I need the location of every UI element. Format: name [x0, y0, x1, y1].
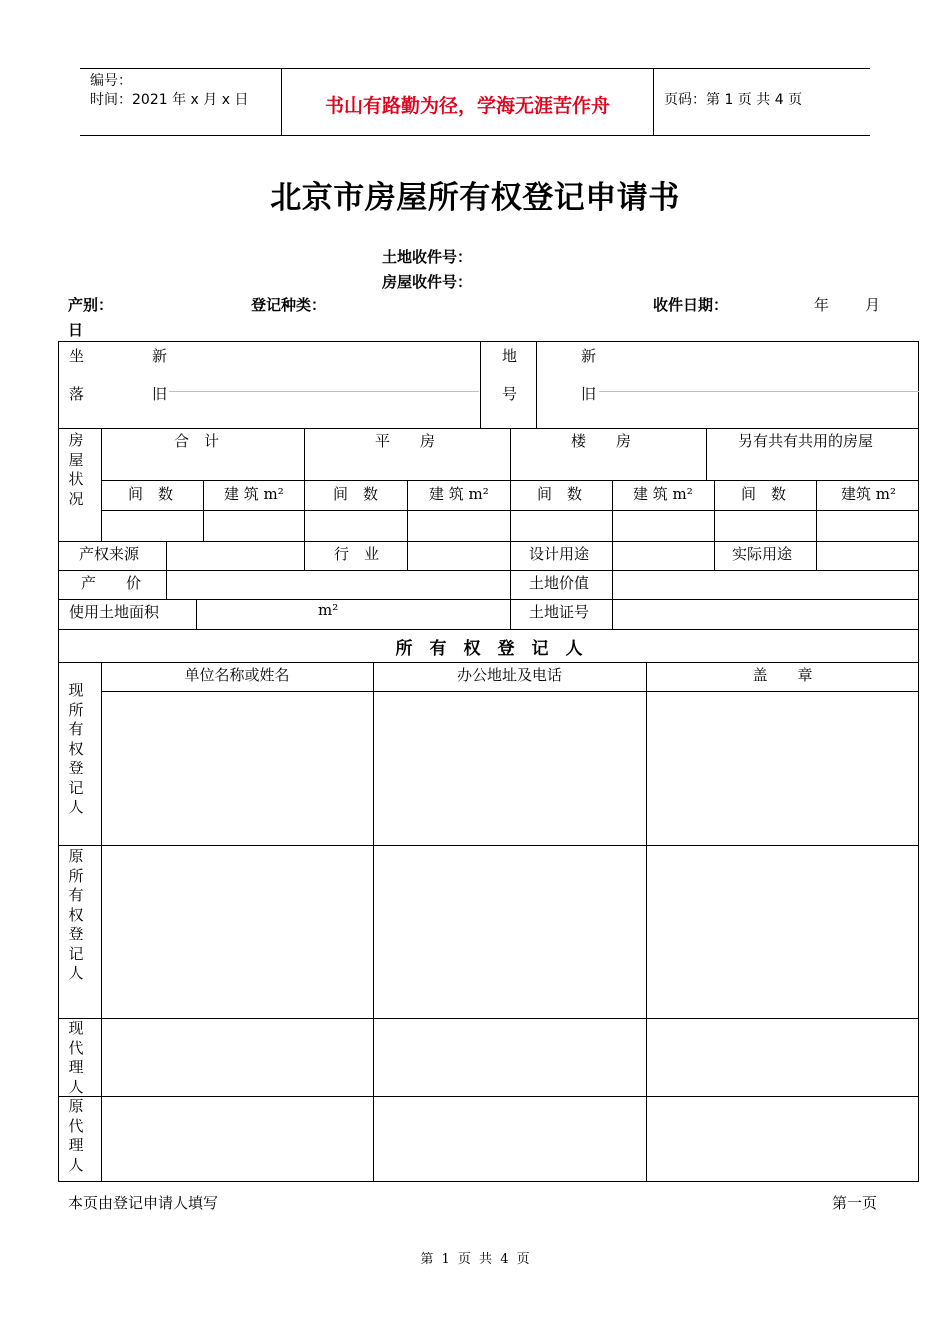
shared-area-header: 建筑 m²: [841, 485, 897, 503]
former-owner-label: 原所有权登记人: [68, 847, 84, 982]
building-rooms-header: 间 数: [537, 485, 583, 503]
shared-rooms-header: 间 数: [741, 485, 787, 503]
recv-date-label: 收件日期：: [653, 296, 729, 314]
total-rooms-header: 间 数: [128, 485, 174, 503]
month-label: 月: [865, 296, 881, 314]
lot-label-1: 地: [502, 347, 518, 365]
group-total: 合 计: [174, 432, 220, 450]
house-receipt-label: 房屋收件号：: [382, 273, 473, 291]
former-agent-label: 原代理人: [68, 1097, 84, 1174]
location-old-label: 旧: [152, 385, 168, 403]
motto: 书山有路勤为径，学海无涯苦作舟: [282, 69, 654, 135]
col-addr-header: 办公地址及电话: [456, 666, 562, 684]
page-info: 页码：第 1 页 共 4 页: [664, 92, 803, 108]
page-number: 第 1 页 共 4 页: [420, 1252, 530, 1267]
bungalow-rooms-header: 间 数: [333, 485, 379, 503]
land-area-label: 使用土地面积: [69, 603, 160, 621]
document-title: 北京市房屋所有权登记申请书: [270, 180, 680, 216]
property-type-label: 产别：: [68, 296, 114, 314]
code-label: 编号：: [90, 73, 132, 89]
current-agent-label: 现代理人: [68, 1019, 84, 1096]
date-label: 时间：2021 年 x 月 x 日: [90, 92, 249, 108]
total-area-header: 建 筑 m²: [224, 485, 284, 503]
lot-label-2: 号: [502, 385, 518, 403]
location-label-2: 落: [69, 385, 85, 403]
col-name-header: 单位名称或姓名: [184, 666, 290, 684]
footer-page-label: 第一页: [832, 1194, 878, 1212]
land-cert-label: 土地证号: [529, 603, 590, 621]
footer-note: 本页由登记申请人填写: [68, 1194, 219, 1212]
price-label: 产 价: [81, 574, 142, 592]
col-seal-header: 盖 章: [752, 666, 813, 684]
year-label: 年: [814, 296, 830, 314]
day-label: 日: [68, 321, 84, 339]
lot-new-label: 新: [581, 347, 597, 365]
building-area-header: 建 筑 m²: [633, 485, 693, 503]
bungalow-area-header: 建 筑 m²: [429, 485, 489, 503]
registration-form: [58, 341, 919, 1182]
source-label: 产权来源: [79, 545, 140, 563]
land-area-unit: m²: [318, 601, 339, 619]
group-shared: 另有共有共用的房屋: [738, 432, 874, 450]
industry-label: 行 业: [334, 545, 380, 563]
current-owner-label: 现所有权登记人: [68, 681, 84, 816]
land-receipt-label: 土地收件号：: [382, 248, 473, 266]
header-table: [80, 68, 870, 136]
group-building: 楼 房: [571, 432, 632, 450]
location-label-1: 坐: [69, 347, 85, 365]
reg-type-label: 登记种类：: [251, 296, 327, 314]
owner-section-title: 所 有 权 登 记 人: [395, 639, 583, 659]
design-use-label: 设计用途: [529, 545, 590, 563]
land-value-label: 土地价值: [529, 574, 590, 592]
actual-use-label: 实际用途: [732, 545, 793, 563]
group-bungalow: 平 房: [375, 432, 436, 450]
location-new-label: 新: [152, 347, 168, 365]
header-meta: [80, 69, 282, 135]
lot-old-label: 旧: [581, 385, 597, 403]
house-status-label: 房屋状况: [68, 431, 84, 508]
